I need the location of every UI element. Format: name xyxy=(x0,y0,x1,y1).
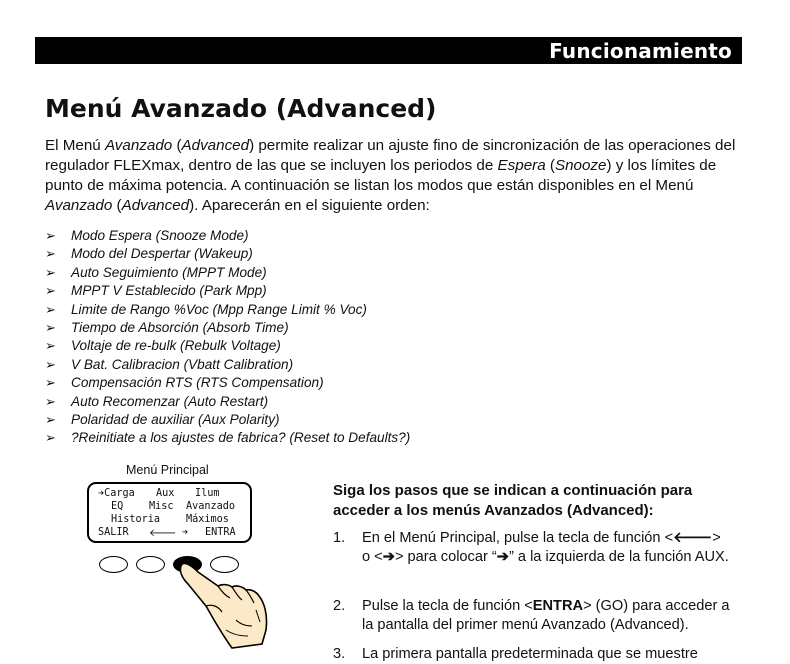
lcd-item-aux: Aux xyxy=(156,488,175,499)
bullet-arrow-icon: ➢ xyxy=(45,246,56,262)
list-item: ➢ ?Reinitiate a los ajustes de fabrica? (Reset to Defaults?) xyxy=(45,429,410,447)
bullet-arrow-icon: ➢ xyxy=(45,375,56,391)
list-item: ➢ Auto Recomenzar (Auto Restart) xyxy=(45,393,410,411)
step-number: 3. xyxy=(333,646,346,662)
lcd-item-historia: Historia xyxy=(111,514,161,525)
list-item: ➢ Compensación RTS (RTS Compensation) xyxy=(45,374,410,392)
lcd-item-ilum: Ilum xyxy=(195,488,220,499)
bullet-arrow-icon: ➢ xyxy=(45,393,56,409)
lcd-softkey-salir: SALIR xyxy=(98,527,129,538)
steps-heading: Siga los pasos que se indican a continuación para acceder a los menús Avanzados (Advanced): xyxy=(333,482,693,519)
step-number: 1. xyxy=(333,530,346,546)
lcd-item-avanzado: Avanzado xyxy=(186,501,236,512)
advanced-modes-list xyxy=(45,227,410,448)
step-text: La primera pantalla predeterminada que se muestre xyxy=(362,646,698,662)
lcd-softkey-left-arrow: 🡐 xyxy=(149,528,177,539)
list-item: ➢ Voltaje de re-bulk (Rebulk Voltage) xyxy=(45,337,410,355)
right-arrow-icon: ➔ xyxy=(496,549,509,565)
bullet-arrow-icon: ➢ xyxy=(45,356,56,372)
list-item: ➢ Auto Seguimiento (MPPT Mode) xyxy=(45,264,410,282)
list-item: ➢ Limite de Rango %Voc (Mpp Range Limit % Voc) xyxy=(45,301,410,319)
bullet-arrow-icon: ➢ xyxy=(45,283,56,299)
lcd-item-eq: EQ xyxy=(111,501,124,512)
section-title: Funcionamiento xyxy=(549,39,732,63)
bullet-arrow-icon: ➢ xyxy=(45,319,56,335)
lcd-item-carga: ➔Carga xyxy=(98,488,135,499)
list-item: ➢ V Bat. Calibracion (Vbatt Calibration) xyxy=(45,356,410,374)
lcd-softkey-entra: ENTRA xyxy=(205,527,236,538)
list-item: ➢ Polaridad de auxiliar (Aux Polarity) xyxy=(45,411,410,429)
pointing-hand-icon xyxy=(176,560,276,650)
lcd-caption: Menú Principal xyxy=(126,463,209,477)
list-item: ➢ Tiempo de Absorción (Absorb Time) xyxy=(45,319,410,337)
section-header-bar xyxy=(35,37,742,64)
list-item: ➢ Modo Espera (Snooze Mode) xyxy=(45,227,410,245)
bullet-arrow-icon: ➢ xyxy=(45,228,56,243)
intro-paragraph: El Menú Avanzado (Advanced) permite realizar un ajuste fino de sincronización de las operaciones del regulador FLEXmax, dentro de las que se incluyen los periodos de Espera (Snooze) y los límites de punto de máxima potencia. A continuación se listan los modos que están disponibles en el Menú Avanzado (Advanced). Aparecerán en el siguiente orden: xyxy=(45,137,736,214)
step-text: En el Menú Principal, pulse la tecla de función <🡐> o <➔> para colocar “➔” a la izquierda de la función AUX. xyxy=(362,530,729,565)
list-item: ➢ MPPT V Establecido (Park Mpp) xyxy=(45,282,410,300)
lcd-item-misc: Misc xyxy=(149,501,174,512)
list-item: ➢ Modo del Despertar (Wakeup) xyxy=(45,245,410,263)
step-number: 2. xyxy=(333,598,346,614)
bullet-arrow-icon: ➢ xyxy=(45,301,56,317)
lcd-softkey-right-arrow: ➔ xyxy=(182,527,189,538)
soft-key-1[interactable] xyxy=(99,556,128,573)
bullet-arrow-icon: ➢ xyxy=(45,338,56,354)
bullet-arrow-icon: ➢ xyxy=(45,411,56,427)
bullet-arrow-icon: ➢ xyxy=(45,264,56,280)
lcd-display xyxy=(87,482,252,543)
step-text: Pulse la tecla de función <ENTRA> (GO) para acceder a la pantalla del primer menú Avanzado (Advanced). xyxy=(362,598,730,633)
right-arrow-icon: ➔ xyxy=(382,549,395,565)
lcd-item-maximos: Máximos xyxy=(186,514,229,525)
left-arrow-icon: 🡐 xyxy=(673,530,713,546)
soft-key-2[interactable] xyxy=(136,556,165,573)
bullet-arrow-icon: ➢ xyxy=(45,430,56,446)
page-title: Menú Avanzado (Advanced) xyxy=(45,94,437,123)
